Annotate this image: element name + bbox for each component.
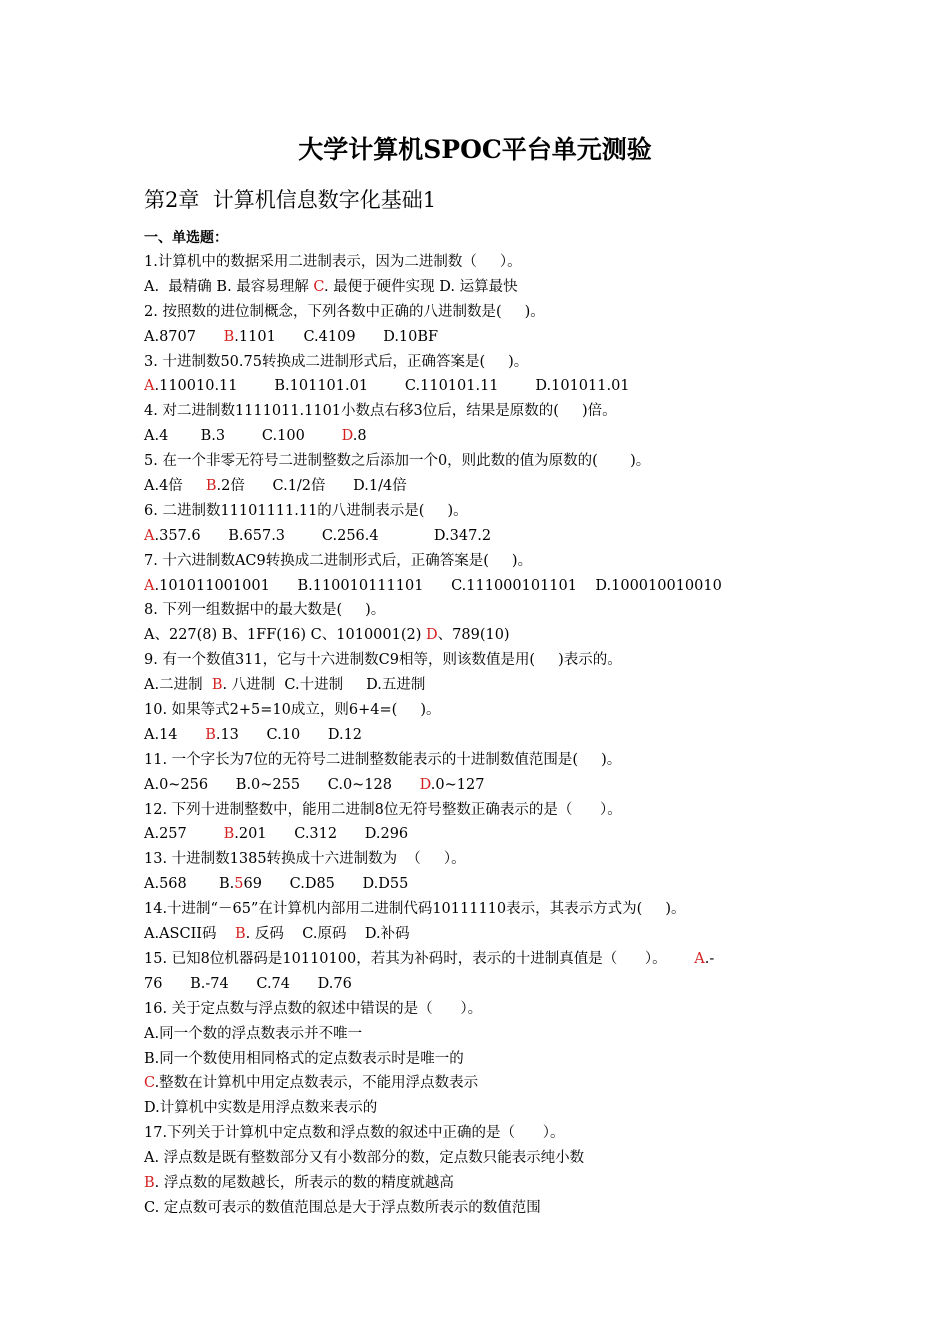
line-text: .201 C.312 D.296: [234, 826, 409, 843]
text-line: [144, 947, 834, 972]
line-text: .1101 C.4109 D.10BF: [234, 328, 439, 345]
text-line: [144, 748, 834, 773]
text-line: [144, 1047, 834, 1072]
line-text: A.14: [144, 726, 206, 743]
answer-marker: C: [313, 278, 324, 295]
answer-marker: B: [205, 478, 217, 495]
answer-marker: A: [144, 577, 155, 594]
line-text: 5. 在一个非零无符号二进制整数之后添加一个0，则此数的值为原数的( )。: [144, 453, 651, 470]
text-line: [144, 673, 834, 698]
line-text: .110010.11 B.101101.01 C.110101.11 D.101011.01: [154, 378, 630, 395]
line-text: A、227(8) B、1FF(16) C、1010001(2): [144, 627, 426, 644]
line-text: 13. 十进制数1385转换成十六进制数为 （ ）。: [144, 851, 466, 868]
text-line: [144, 798, 834, 823]
text-line: [144, 598, 834, 623]
answer-marker: C: [144, 1075, 155, 1092]
text-line: [144, 549, 834, 574]
line-text: A.二进制: [144, 677, 212, 694]
document-title: 大学计算机SPOC平台单元测验: [298, 135, 652, 164]
line-text: . 八进制 C.十进制 D.五进制: [222, 677, 426, 694]
line-text: . 浮点数的尾数越长，所表示的数的精度就越高: [154, 1174, 454, 1191]
text-line: [144, 922, 834, 947]
line-text: 16. 关于定点数与浮点数的叙述中错误的是（ ）。: [144, 1000, 483, 1017]
text-line: [144, 374, 834, 399]
line-text: .-: [704, 950, 715, 967]
answer-marker: B: [205, 726, 216, 743]
line-text: A. 最精确 B. 最容易理解: [144, 278, 314, 295]
text-line: [144, 424, 834, 449]
text-line: [144, 350, 834, 375]
line-text: 11. 一个字长为7位的无符号二进制整数能表示的十进制数值范围是( )。: [144, 751, 622, 768]
answer-marker: B: [234, 926, 246, 943]
chapter-heading: 第2章 计算机信息数字化基础1: [144, 188, 437, 212]
answer-marker: D: [419, 776, 431, 793]
line-text: 10. 如果等式2+5=10成立，则6+4=( )。: [144, 702, 441, 719]
answer-marker: D: [341, 428, 353, 445]
line-text: .8: [352, 428, 367, 445]
text-line: [144, 524, 834, 549]
text-line: [144, 897, 834, 922]
line-text: A.同一个数的浮点数表示并不唯一: [144, 1025, 363, 1042]
text-line: [144, 325, 834, 350]
text-line: [144, 623, 834, 648]
line-text: .13 C.10 D.12: [215, 726, 363, 743]
line-text: 69 C.D85 D.D55: [243, 876, 409, 893]
answer-marker: 5: [234, 876, 244, 893]
text-line: [144, 1121, 834, 1146]
text-line: [144, 300, 834, 325]
text-line: [144, 773, 834, 798]
text-line: [144, 822, 834, 847]
line-text: 17.下列关于计算机中定点数和浮点数的叙述中正确的是（ ）。: [144, 1125, 565, 1142]
text-line: [144, 723, 834, 748]
line-text: 14.十进制“－65”在计算机内部用二进制代码10111110表示，其表示方式为( )。: [144, 901, 686, 918]
line-text: .357.6 B.657.3 C.256.4 D.347.2: [154, 527, 492, 544]
text-line: [144, 648, 834, 673]
text-line: [144, 1146, 834, 1171]
line-text: .整数在计算机中用定点数表示，不能用浮点数表示: [154, 1075, 479, 1092]
text-line: [144, 1022, 834, 1047]
line-text: 12. 下列十进制整数中，能用二进制8位无符号整数正确表示的是（ ）。: [144, 801, 622, 818]
answer-marker: A: [694, 950, 705, 967]
section-heading: 一、单选题：: [144, 230, 228, 246]
answer-marker: A: [144, 378, 155, 395]
line-text: 7. 十六进制数AC9转换成二进制形式后，正确答案是( )。: [144, 552, 533, 569]
line-text: 3. 十进制数50.75转换成二进制形式后，正确答案是( )。: [144, 353, 529, 370]
line-text: A.4倍: [144, 478, 206, 495]
line-text: A.257: [144, 826, 224, 843]
line-text: 6. 二进制数11101111.11的八进制表示是( )。: [144, 502, 468, 519]
answer-marker: D: [426, 627, 438, 644]
line-text: C. 定点数可表示的数值范围总是大于浮点数所表示的数值范围: [144, 1199, 541, 1216]
line-text: A.8707: [144, 328, 224, 345]
line-text: .2倍 C.1/2倍 D.1/4倍: [216, 478, 407, 495]
text-line: [144, 997, 834, 1022]
line-text: B.同一个数使用相同格式的定点数表示时是唯一的: [144, 1050, 464, 1067]
line-text: 1.计算机中的数据采用二进制表示，因为二进制数（ ）。: [144, 254, 522, 270]
line-text: 76 B.-74 C.74 D.76: [144, 975, 352, 992]
line-text: A.ASCII码: [144, 926, 235, 943]
line-text: A. 浮点数是既有整数部分又有小数部分的数，定点数只能表示纯小数: [144, 1150, 585, 1167]
text-line: [144, 1196, 834, 1221]
text-line: [144, 698, 834, 723]
answer-marker: A: [144, 527, 155, 544]
text-line: [144, 574, 834, 599]
text-line: [144, 499, 834, 524]
line-text: 9. 有一个数值311，它与十六进制数C9相等，则该数值是用( )表示的。: [144, 652, 622, 669]
text-line: [144, 275, 834, 300]
line-text: 15. 已知8位机器码是10110100，若其为补码时，表示的十进制真值是（ ）。: [144, 950, 695, 967]
line-text: .101011001001 B.110010111101 C.111000101101 D.100010010010: [154, 577, 722, 594]
text-line: [144, 1071, 834, 1096]
text-line: [144, 972, 834, 997]
text-line: [144, 250, 834, 275]
text-line: [144, 1096, 834, 1121]
answer-marker: B: [223, 328, 235, 345]
text-line: [144, 872, 834, 897]
line-text: .0~127: [430, 776, 485, 793]
line-text: 8. 下列一组数据中的最大数是( )。: [144, 602, 386, 619]
answer-marker: B: [144, 1174, 155, 1191]
line-text: D.计算机中实数是用浮点数来表示的: [144, 1100, 378, 1117]
text-line: [144, 474, 834, 499]
text-line: [144, 449, 834, 474]
question-list: [144, 250, 834, 1221]
line-text: . 反码 C.原码 D.补码: [245, 926, 410, 943]
line-text: A.568 B.: [144, 876, 235, 893]
line-text: 4. 对二进制数1111011.1101小数点右移3位后，结果是原数的( )倍。: [144, 403, 617, 420]
answer-marker: B: [211, 677, 223, 694]
line-text: . 最便于硬件实现 D. 运算最快: [323, 278, 518, 295]
line-text: A.4 B.3 C.100: [144, 428, 342, 445]
text-line: [144, 399, 834, 424]
answer-marker: B: [223, 826, 235, 843]
text-line: [144, 1171, 834, 1196]
line-text: A.0~256 B.0~255 C.0~128: [144, 776, 420, 793]
line-text: 2. 按照数的进位制概念，下列各数中正确的八进制数是( )。: [144, 303, 545, 320]
line-text: 、789(10): [437, 627, 510, 644]
text-line: [144, 847, 834, 872]
